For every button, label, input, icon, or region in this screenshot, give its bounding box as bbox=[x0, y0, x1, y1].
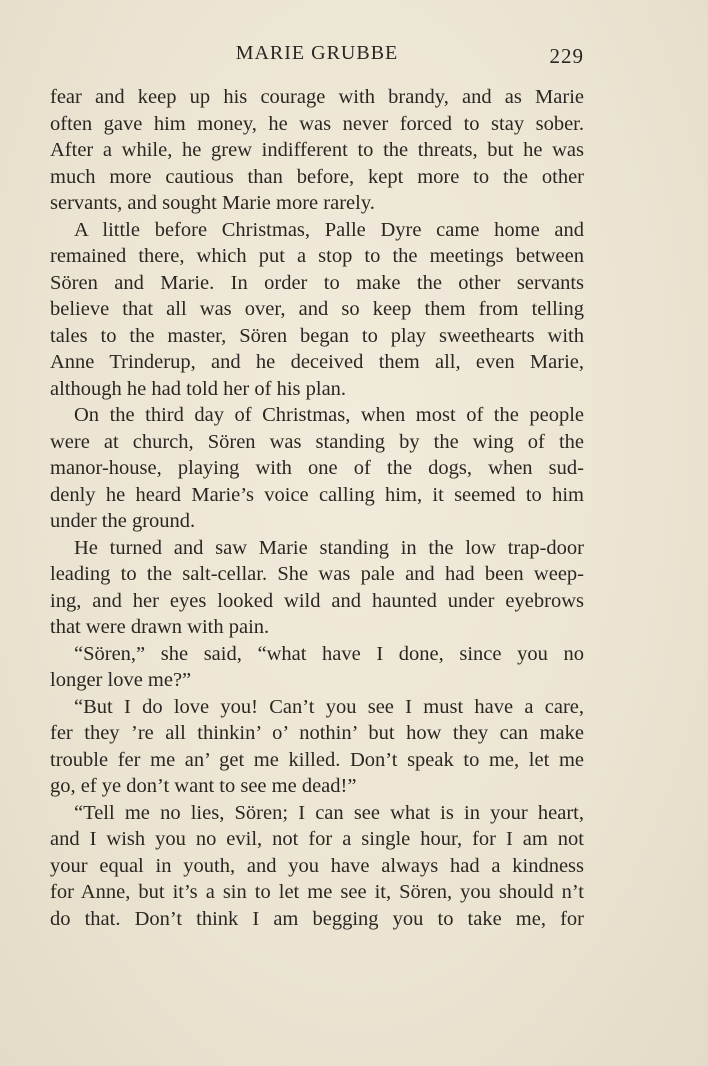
text-line: were at church, Sören was standing by the wing of the bbox=[50, 430, 584, 453]
body-text bbox=[50, 84, 584, 932]
text-line: servants, and sought Marie more rarely. bbox=[50, 192, 375, 214]
text-line: trouble fer me an’ get me killed. Don’t speak to me, let me bbox=[50, 748, 584, 771]
text-line: On the third day of Christmas, when most of the people bbox=[74, 404, 584, 426]
text-line: fer they ’re all thinkin’ o’ nothin’ but how they can make bbox=[50, 722, 584, 744]
text-line: A little before Christmas, Palle Dyre came home and bbox=[74, 218, 584, 241]
text-line: remained there, which put a stop to the meetings between bbox=[50, 245, 584, 267]
text-line: “Tell me no lies, Sören; I can see what is in your heart, bbox=[74, 801, 584, 824]
text-line: fear and keep up his courage with brandy, and as Marie bbox=[50, 86, 584, 108]
text-line: that were drawn with pain. bbox=[50, 616, 270, 638]
text-line: for Anne, but it’s a sin to let me see it, Sören, you should n’t bbox=[50, 881, 584, 903]
running-title: MARIE GRUBBE bbox=[235, 42, 399, 64]
text-line: After a while, he grew indifferent to the threats, but he was bbox=[50, 139, 584, 161]
text-line: believe that all was over, and so keep them from telling bbox=[50, 298, 584, 320]
text-line: longer love me?” bbox=[50, 669, 192, 691]
text-line: ing, and her eyes looked wild and haunted under eyebrows bbox=[50, 589, 584, 612]
text-line: much more cautious than before, kept more to the other bbox=[50, 165, 584, 188]
text-line: He turned and saw Marie standing in the low trap-door bbox=[74, 536, 584, 559]
text-line: manor-house, playing with one of the dogs, when sud- bbox=[50, 457, 584, 479]
page-header bbox=[50, 40, 584, 70]
text-line: “Sören,” she said, “what have I done, since you no bbox=[74, 642, 584, 665]
text-line: go, ef ye don’t want to see me dead!” bbox=[50, 775, 357, 797]
text-line: denly he heard Marie’s voice calling him, it seemed to him bbox=[50, 483, 584, 506]
text-line: although he had told her of his plan. bbox=[50, 377, 347, 400]
text-line: Anne Trinderup, and he deceived them all, even Marie, bbox=[50, 351, 584, 373]
text-line: leading to the salt-cellar. She was pale and had been weep- bbox=[50, 563, 584, 585]
text-line: your equal in youth, and you have always had a kindness bbox=[50, 854, 584, 877]
text-line: tales to the master, Sören began to play sweethearts with bbox=[50, 324, 584, 347]
text-line: often gave him money, he was never forced to stay sober. bbox=[50, 112, 584, 135]
text-line: do that. Don’t think I am begging you to take me, for bbox=[50, 907, 584, 930]
text-line: Sören and Marie. In order to make the other servants bbox=[50, 271, 584, 294]
text-line: under the ground. bbox=[50, 510, 196, 532]
text-line: “But I do love you! Can’t you see I must have a care, bbox=[74, 695, 584, 718]
text-line: and I wish you no evil, not for a single hour, for I am not bbox=[50, 828, 584, 850]
page-number: 229 bbox=[549, 44, 584, 68]
